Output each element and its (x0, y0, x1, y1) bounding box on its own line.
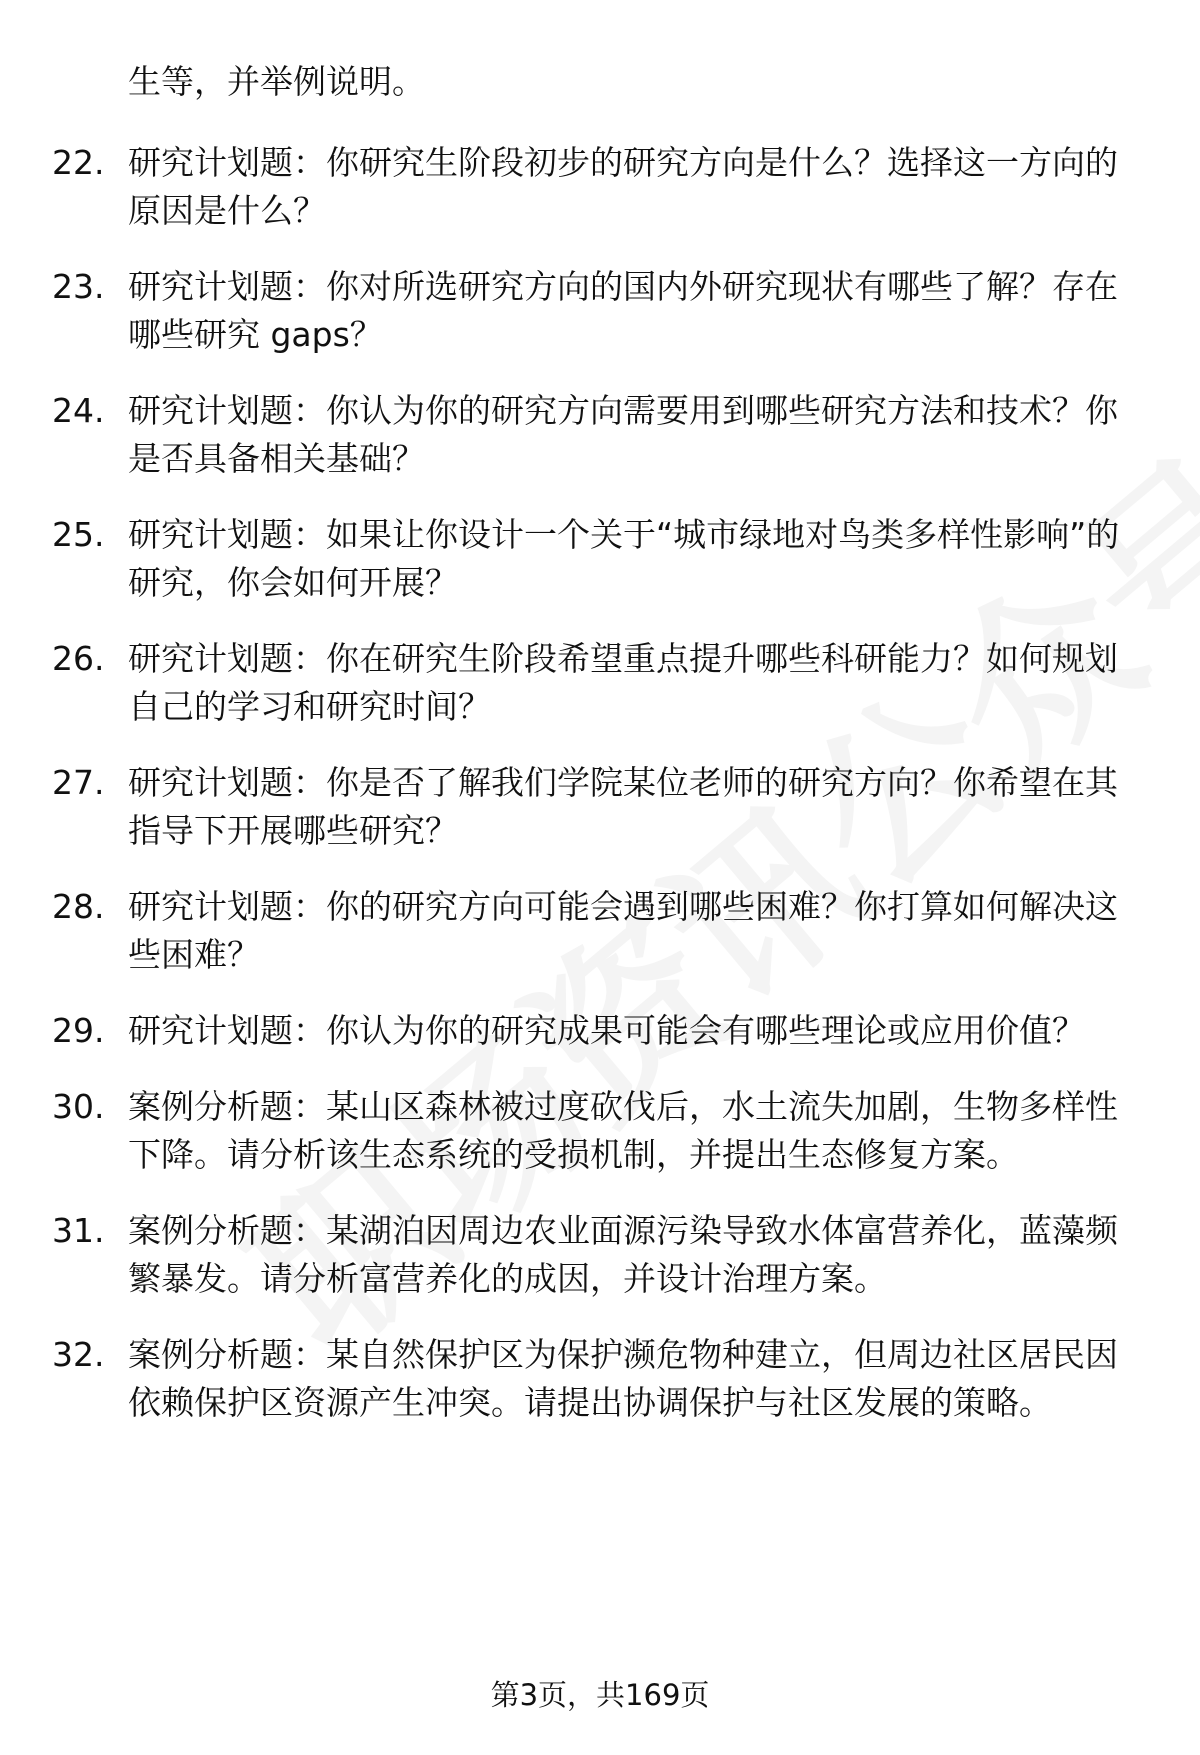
question-item-28 (0, 883, 1200, 979)
page-footer: 第3页，共169页 (490, 1678, 710, 1712)
question-item-23 (0, 263, 1200, 359)
question-item-32 (0, 1331, 1200, 1427)
question-item-25 (0, 511, 1200, 607)
question-item-22 (0, 139, 1200, 235)
question-item-31 (0, 1207, 1200, 1303)
question-item-24 (0, 387, 1200, 483)
continuation-text: 生等，并举例说明。 (128, 62, 425, 101)
question-number: 31. (52, 1211, 105, 1250)
question-text: 案例分析题：某山区森林被过度砍伐后，水土流失加剧，生物多样性下降。请分析该生态系统的受损机制，并提出生态修复方案。 (128, 1087, 1118, 1174)
question-text: 研究计划题：如果让你设计一个关于“城市绿地对鸟类多样性影响”的研究，你会如何开展？ (128, 515, 1120, 602)
question-number: 25. (52, 515, 105, 554)
question-number: 28. (52, 887, 105, 926)
question-text: 研究计划题：你认为你的研究方向需要用到哪些研究方法和技术？你是否具备相关基础？ (128, 391, 1118, 478)
question-text: 研究计划题：你对所选研究方向的国内外研究现状有哪些了解？存在哪些研究 gaps？ (128, 267, 1118, 354)
question-text: 研究计划题：你认为你的研究成果可能会有哪些理论或应用价值？ (128, 1011, 1085, 1050)
question-item-27 (0, 759, 1200, 855)
question-number: 27. (52, 763, 105, 802)
question-number: 32. (52, 1335, 105, 1374)
question-number: 26. (52, 639, 105, 678)
question-text: 案例分析题：某自然保护区为保护濒危物种建立，但周边社区居民因依赖保护区资源产生冲突。请提出协调保护与社区发展的策略。 (128, 1335, 1118, 1422)
question-text: 研究计划题：你是否了解我们学院某位老师的研究方向？你希望在其指导下开展哪些研究？ (128, 763, 1118, 850)
question-item-26 (0, 635, 1200, 731)
question-text: 案例分析题：某湖泊因周边农业面源污染导致水体富营养化，蓝藻频繁暴发。请分析富营养化的成因，并设计治理方案。 (128, 1211, 1118, 1298)
question-list (0, 139, 1200, 1455)
question-text: 研究计划题：你研究生阶段初步的研究方向是什么？选择这一方向的原因是什么？ (128, 143, 1118, 230)
question-number: 24. (52, 391, 105, 430)
question-item-29 (0, 1007, 1200, 1055)
question-number: 29. (52, 1011, 105, 1050)
question-number: 23. (52, 267, 105, 306)
question-number: 22. (52, 143, 105, 182)
question-number: 30. (52, 1087, 105, 1126)
question-item-30 (0, 1083, 1200, 1179)
question-text: 研究计划题：你在研究生阶段希望重点提升哪些科研能力？如何规划自己的学习和研究时间？ (128, 639, 1118, 726)
question-text: 研究计划题：你的研究方向可能会遇到哪些困难？你打算如何解决这些困难？ (128, 887, 1118, 974)
